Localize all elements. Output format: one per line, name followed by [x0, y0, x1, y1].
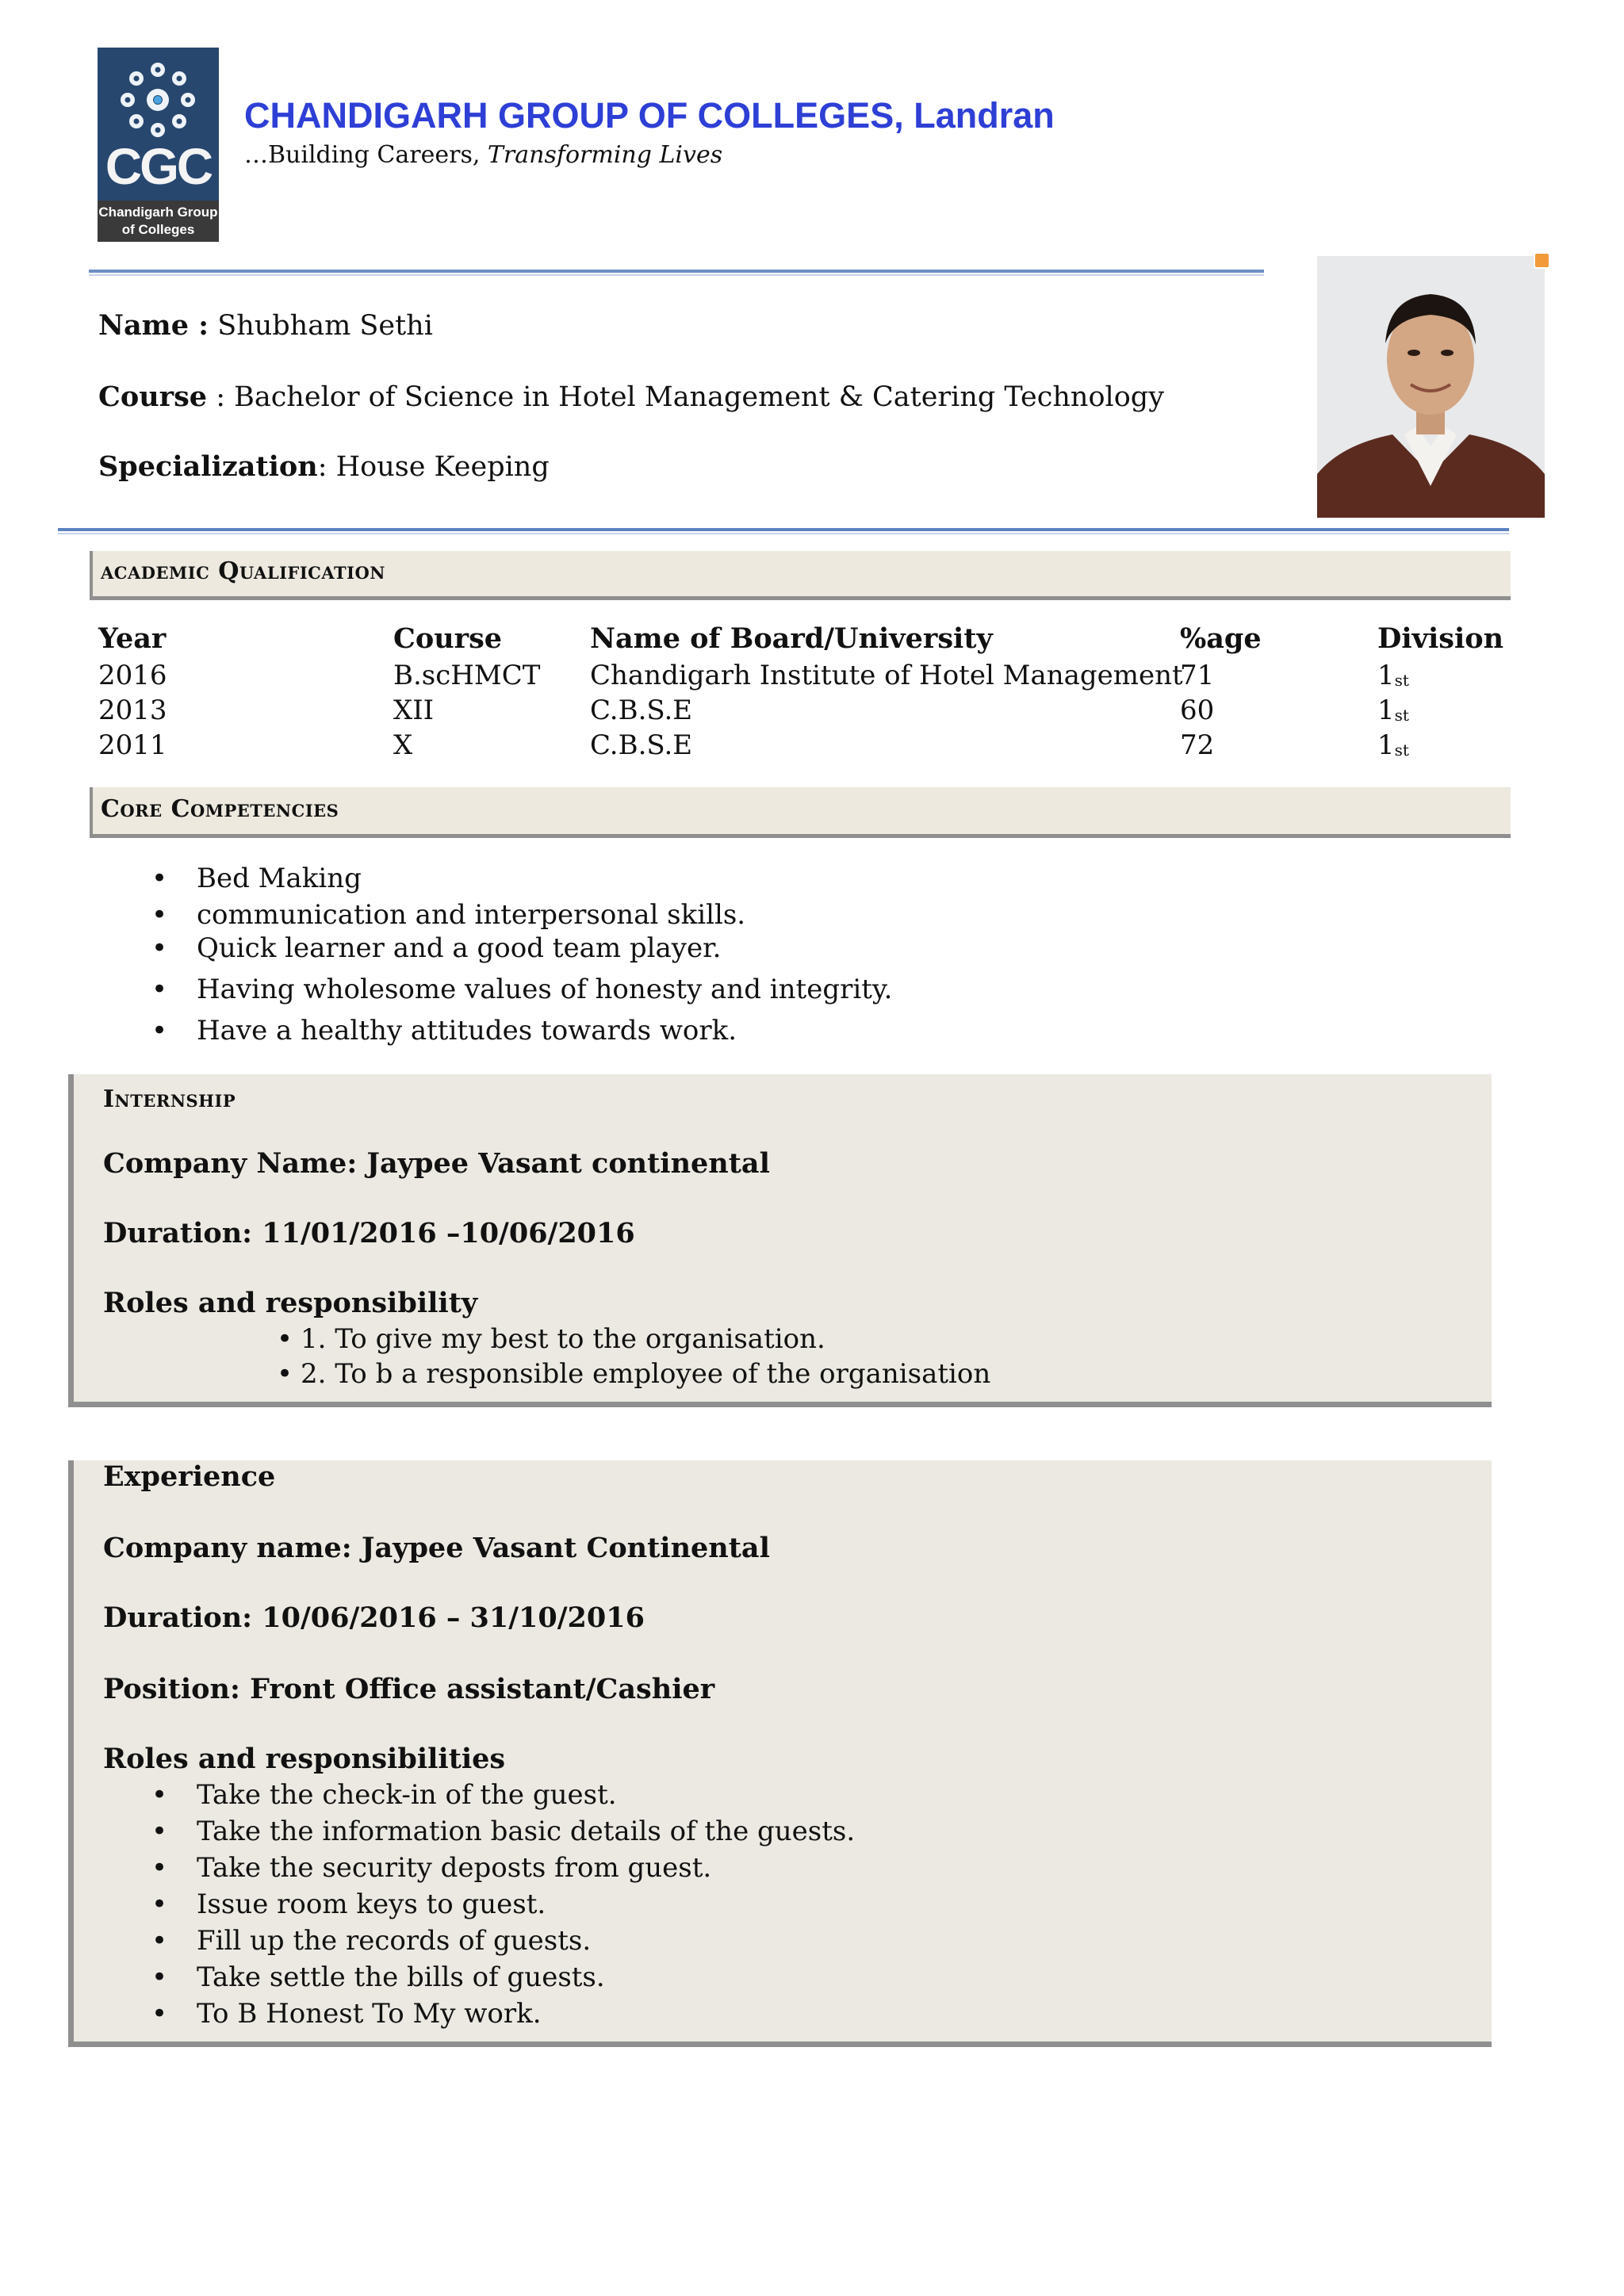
cell-board: C.B.S.E — [590, 695, 693, 726]
internship-company: Company Name: Jaypee Vasant continental — [103, 1147, 770, 1180]
internship-box — [68, 1074, 1492, 1407]
academic-section-title: academic Qualification — [101, 557, 385, 585]
experience-position: Position: Front Office assistant/Cashier — [103, 1673, 715, 1705]
cell-board: Chandigarh Institute of Hotel Management — [590, 660, 1183, 691]
college-name: CHANDIGARH GROUP OF COLLEGES, Landran — [244, 95, 1055, 136]
cell-division: $1_{st}$ — [1377, 729, 1409, 761]
list-item: • Take the information basic details of the guests. — [151, 1816, 856, 1847]
header-divider-shadow — [89, 274, 1264, 276]
list-item: • Take settle the bills of guests. — [151, 1961, 605, 1993]
profile-photo — [1317, 256, 1545, 518]
specialization-line: Specialization: House Keeping — [98, 450, 550, 483]
cell-course: B.scHMCT — [393, 660, 541, 691]
person-portrait-icon — [1317, 256, 1545, 518]
profile-divider — [58, 528, 1509, 531]
competencies-section-title: Core Competencies — [101, 795, 339, 823]
cell-year: 2013 — [98, 695, 167, 726]
list-item: • 1. To give my best to the organisation. — [277, 1323, 825, 1355]
list-item: • Have a healthy attitudes towards work. — [151, 1015, 737, 1047]
experience-duration: Duration: 10/06/2016 – 31/10/2016 — [103, 1601, 645, 1634]
list-item: • communication and interpersonal skills. — [151, 899, 746, 931]
course-line: Course : Bachelor of Science in Hotel Management & Catering Technology — [98, 381, 1164, 413]
cell-board: C.B.S.E — [590, 729, 693, 761]
cell-year: 2016 — [98, 660, 167, 691]
list-item: • Fill up the records of guests. — [151, 1925, 592, 1957]
header-divider — [89, 270, 1264, 273]
cell-percentage: 71 — [1180, 660, 1215, 691]
logo-text: CGC — [105, 138, 212, 195]
col-header-course: Course — [393, 622, 503, 655]
logo-subtext: Chandigarh Group of Colleges — [98, 201, 219, 242]
competencies-section-header — [90, 787, 1511, 838]
tagline: …Building Careers, Transforming Lives — [244, 141, 723, 169]
list-item: • Issue room keys to guest. — [151, 1888, 546, 1920]
list-item: • To B Honest To My work. — [151, 1998, 542, 2030]
gear-cluster-icon — [117, 59, 199, 141]
list-item: • Take the check-in of the guest. — [151, 1779, 617, 1811]
list-item: • Take the security deposts from guest. — [151, 1852, 712, 1884]
cell-course: X — [393, 729, 413, 761]
name-line: Name : Shubham Sethi — [98, 309, 433, 342]
cell-percentage: 60 — [1180, 695, 1215, 726]
list-item: • Having wholesome values of honesty and integrity. — [151, 974, 893, 1005]
experience-title: Experience — [103, 1460, 276, 1493]
col-header-year: Year — [98, 622, 167, 655]
experience-company: Company name: Jaypee Vasant Continental — [103, 1532, 770, 1564]
orange-handle-dot — [1534, 252, 1550, 269]
cell-year: 2011 — [98, 729, 167, 761]
cell-division: $1_{st}$ — [1377, 660, 1409, 691]
cell-percentage: 72 — [1180, 729, 1215, 761]
list-item: • Bed Making — [151, 863, 362, 894]
experience-box — [68, 1460, 1492, 2047]
list-item: • Quick learner and a good team player. — [151, 932, 722, 964]
cell-division: $1_{st}$ — [1377, 695, 1409, 726]
profile-divider-shadow — [58, 533, 1509, 534]
col-header-percentage: %age — [1180, 622, 1262, 655]
internship-roles-title: Roles and responsibility — [103, 1287, 478, 1319]
academic-section-header — [90, 551, 1511, 600]
college-logo — [98, 48, 219, 242]
internship-title: Internship — [103, 1085, 236, 1113]
internship-duration: Duration: 11/01/2016 –10/06/2016 — [103, 1217, 635, 1249]
list-item: • 2. To b a responsible employee of the organisation — [277, 1358, 991, 1390]
col-header-board: Name of Board/University — [590, 622, 993, 655]
cell-course: XII — [393, 695, 435, 726]
experience-roles-title: Roles and responsibilities — [103, 1743, 506, 1775]
col-header-division: Division — [1377, 622, 1504, 655]
